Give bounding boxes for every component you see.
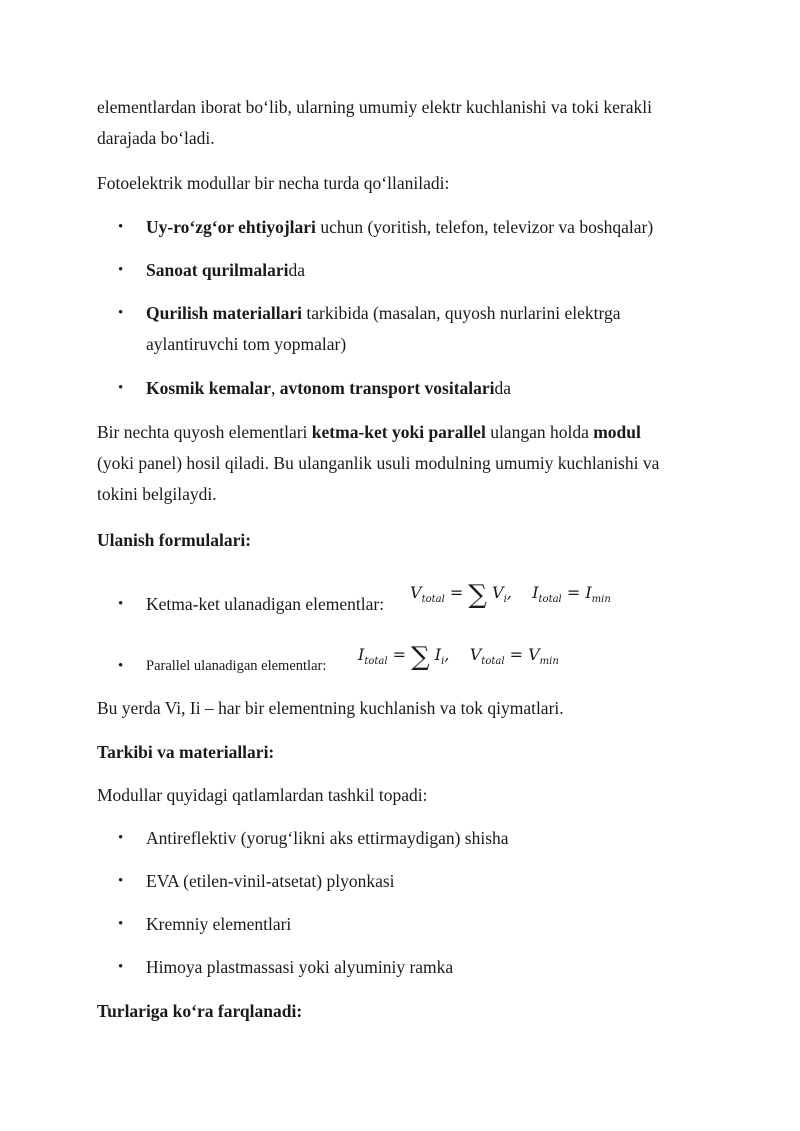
item-text: tarkibida (masalan, quyosh nurlarini elektrga [302,303,621,323]
item-text: da [494,378,512,398]
bullet-icon: • [118,959,124,975]
bullet-icon: • [118,830,124,846]
bullet-icon: • [118,262,124,278]
bullet-icon: • [118,219,124,235]
text-span: ulangan holda [485,422,594,442]
intro-paragraph [97,92,717,154]
item-text: uchun (yoritish, telefon, televizor va boshqalar) [315,217,654,237]
layer-text: EVA (etilen-vinil-atsetat) plyonkasi [146,871,395,891]
text-span: Bir nechta quyosh elementlari [97,422,312,442]
item-text-line-2: aylantiruvchi tom yopmalar) [146,334,347,354]
bold-term: ketma-ket yoki parallel [311,422,486,442]
heading-text: Turlariga ko‘ra farqlanadi: [97,1001,303,1021]
uses-intro: Fotoelektrik modullar bir necha turda qo‘llaniladi: [97,173,450,193]
list-item-layer [118,952,718,983]
bold-term: avtonom transport vositalari [279,378,495,398]
section-heading-types [97,996,717,1027]
item-text: da [288,260,305,280]
list-item-industry [118,255,718,286]
parallel-formula: $I_{total}$ = ∑ $I_i$, $V_{total} = V_{min}$ [358,642,559,672]
text-line-3: tokini belgilaydi. [97,484,217,504]
layer-text: Antireflektiv (yorug‘likni aks ettirmaydigan) shisha [146,828,509,848]
bold-term: modul [593,422,641,442]
bold-term: Kosmik kemalar [146,378,271,398]
section-heading-formulas [97,525,717,556]
series-formula: $V_{total}$ = ∑ $V_i$, $I_{total} = I_{min}$ [410,580,611,610]
formula-label: Parallel ulanadigan elementlar: [146,658,327,674]
heading-text: Tarkibi va materiallari: [97,742,275,762]
list-item-space [118,373,718,404]
bold-term: Sanoat qurilmalari [146,260,289,280]
list-item-layer [118,823,718,854]
bullet-icon: • [118,916,124,932]
layers-intro: Modullar quyidagi qatlamlardan tashkil topadi: [97,785,428,805]
intro-line-2: darajada bo‘ladi. [97,128,215,148]
layer-text: Himoya plastmassasi yoki alyuminiy ramka [146,957,454,977]
bullet-icon: • [118,596,124,612]
section-heading-materials [97,737,717,768]
formula-label: Ketma-ket ulanadigan elementlar: [146,594,385,614]
bullet-icon: • [118,658,124,674]
bold-term: Uy-ro‘zg‘or ehtiyojlari [146,217,316,237]
bold-term: Qurilish materiallari [146,303,303,323]
separator: , [270,378,280,398]
intro-line-1: elementlardan iborat bo‘lib, ularning umumiy elektr kuchlanishi va toki kerakli [97,97,652,117]
list-item-layer [118,909,718,940]
bullet-icon: • [118,305,124,321]
list-item-household [118,212,718,243]
connection-paragraph [97,417,717,510]
list-item-building [118,298,718,360]
variables-note: Bu yerda Vi, Ii – har bir elementning kuchlanish va tok qiymatlari. [97,698,564,718]
text-line-2: (yoki panel) hosil qiladi. Bu ulanganlik usuli modulning umumiy kuchlanishi va [97,453,660,473]
layer-text: Kremniy elementlari [146,914,292,934]
list-item-layer [118,866,718,897]
bullet-icon: • [118,873,124,889]
bullet-icon: • [118,380,124,396]
heading-text: Ulanish formulalari: [97,530,252,550]
